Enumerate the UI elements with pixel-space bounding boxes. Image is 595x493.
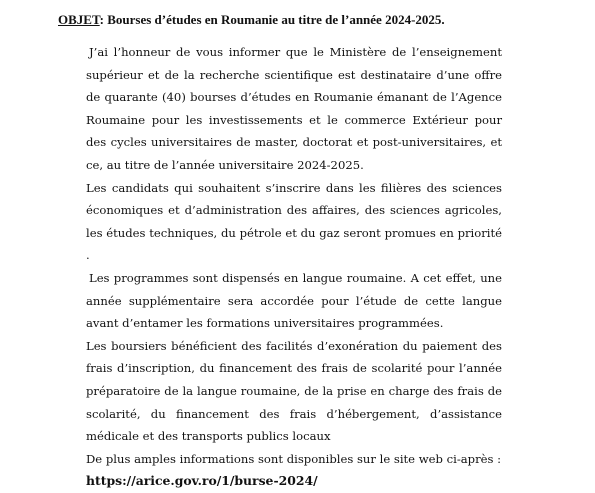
letter-body: [86, 41, 502, 493]
paragraph-candidates: Les candidats qui souhaitent s’inscrire dans les filières des sciences économiques et d’administration des affaires, des sciences agricoles, les études techniques, du pétrole et du gaz seront promues en priorité .: [86, 180, 502, 263]
paragraph-more-info: De plus amples informations sont disponibles sur le site web ci-après :: [86, 451, 502, 466]
subject-text: : Bourses d’études en Roumanie au titre de l’année 2024-2025.: [99, 12, 445, 27]
paragraph-offer: J’ai l’honneur de vous informer que le Ministère de l’enseignement supérieur et de la recherche scientifique est destinataire d’une offre de quarante (40) bourses d’études en Roumanie émanant de l’Agence Roumaine pour les investissements et le commerce Extérieur pour des cycles universitaires de master, doctorat et post-universitaires, et ce, au titre de l’année universitaire 2024-2025.: [86, 45, 502, 172]
paragraph-benefits: Les boursiers bénéficient des facilités d’exonération du paiement des frais d’inscription, du financement des frais de scolarité pour l’année préparatoire de la langue roumaine, de la prise en charge des frais de scolarité, du financement des frais d’hébergement, d’assistance médicale et des transports publics locaux: [86, 338, 502, 444]
paragraph-language: Les programmes sont dispensés en langue roumaine. A cet effet, une année supplémentaire sera accordée pour l’étude de cette langue avant d’entamer les formations universitaires programmées.: [86, 270, 502, 331]
subject-line: [58, 12, 445, 28]
website-link[interactable]: https://arice.gov.ro/1/burse-2024/: [86, 473, 318, 489]
subject-label: OBJET: [58, 12, 100, 27]
